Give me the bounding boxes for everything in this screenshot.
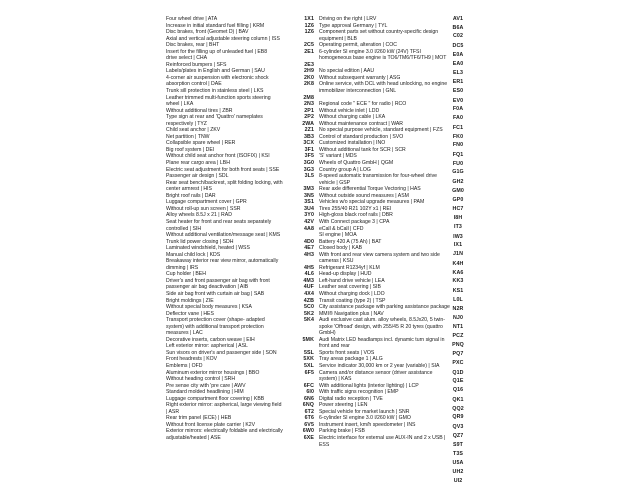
list-item: Cup holder | BEH (166, 271, 206, 278)
option-code: EV0 (452, 97, 464, 104)
option-code: 3L5 (304, 173, 314, 180)
option-code: PXC (452, 359, 464, 366)
option-description: Regional code " ECE " for radio | RCO (319, 101, 407, 108)
option-code: 2M8 (303, 94, 314, 101)
option-code: N2R (452, 305, 464, 312)
option-description: Component parts set without country-specific design equipment | BLB (319, 29, 439, 42)
option-code: FC1 (452, 124, 464, 131)
option-code: FK0 (452, 133, 464, 140)
option-code: L0L (453, 296, 463, 303)
option-code: IT3 (454, 223, 462, 230)
option-code: IX1 (453, 242, 463, 249)
option-code: Q1D (452, 369, 464, 376)
option-code: 2H9 (303, 68, 314, 75)
option-description: Rear axle differential Torque Vectoring | HAS (319, 186, 421, 193)
option-code: 3F1 (304, 146, 314, 153)
option-code: 3Y0 (304, 212, 314, 219)
option-description: Type approval Germany | TYL (319, 22, 388, 29)
list-item: Luggage compartment floor covering | KBB (166, 395, 265, 402)
option-code: 4D0 (303, 238, 314, 245)
list-item (300, 432, 472, 448)
option-code: 3CX (303, 140, 314, 147)
option-code: K4H (452, 260, 464, 267)
list-item: Rear seat bench/backrest, split folding locking, with center armrest | HIS (166, 179, 283, 193)
option-code: 3U4 (303, 205, 314, 212)
option-code: QK1 (452, 396, 464, 403)
option-description: Audi exclusive cast alum. alloy wheels, 8.5Jx20, 5 twin-spoke 'Offroad' design, with 255/45 R 20 tyres (quattro GmbH) (319, 317, 446, 337)
list-item: Without special body measures | KSA (166, 304, 252, 311)
option-code: PQ7 (452, 351, 464, 358)
option-code: 1X1 (304, 16, 314, 22)
option-description: Without charging cable | LKA (319, 114, 386, 121)
option-description: Control of standard production | SVO (319, 133, 404, 140)
option-description: 8-speed automatic transmission for four-wheel drive vehicle | GSP (319, 173, 438, 186)
option-code: 6V5 (304, 421, 314, 428)
list-item: Disc brakes, rear | BHT (166, 42, 220, 49)
list-item: Disc brakes, front (Geomet D) | BAV (166, 29, 249, 36)
option-code: G1G (452, 169, 464, 176)
option-description: 6-cylinder SI engine 3.0 l/260 kW (24V) TFSI homogeneous base engine is TO6/TM6/TF6/TH9 | MOT (319, 48, 447, 62)
option-code: 6N6 (303, 395, 314, 402)
option-code: 4ZB (303, 297, 314, 304)
option-code: 3M3 (303, 186, 314, 193)
list-item: Laminated windshield, heated | WSS (166, 245, 250, 252)
option-description: Electric interface for external use AUX-IN and 2 x USB | ESS (319, 435, 446, 448)
option-code: 5MK (302, 336, 314, 343)
option-code: GM0 (452, 187, 464, 194)
list-item: Driver's and front passenger air bag with front passenger air bag deactivation | AIB (166, 277, 270, 291)
list-item (300, 337, 472, 350)
option-code: HC7 (452, 206, 464, 213)
option-code: C02 (452, 33, 464, 40)
option-code: Q16 (452, 387, 464, 394)
list-item: Without heading control | SRH (166, 376, 236, 383)
option-description: With additional lights (interior lighting) | LCP (319, 382, 419, 389)
list-item: 4-corner air suspension with electronic shock absorption control | DAE (166, 74, 269, 88)
option-description: Digital radio reception | TVE (319, 395, 383, 402)
option-description: Left-hand drive vehicle | LEA (319, 277, 385, 284)
option-code: 5XK (303, 356, 314, 363)
list-item: Manual child lock | KDS (166, 251, 221, 258)
option-code: ES0 (452, 87, 464, 94)
option-code: 4X4 (304, 290, 314, 297)
list-item: Rear trim panel (ECE) | HEB (166, 415, 232, 422)
option-code: 6T6 (304, 415, 314, 422)
list-item: Right exterior mirror: aspherical, large viewing field | ASR (166, 402, 282, 415)
option-code: 5XL (303, 362, 314, 369)
list-item: Electric seat adjustment for both front seats | SSE (166, 166, 280, 173)
option-code: GH2 (452, 179, 464, 186)
option-code: 3N5 (303, 192, 314, 199)
list-item: Net partition | TNW (166, 133, 210, 140)
option-code: I8H (453, 215, 463, 222)
list-item: Increase in initial standard fuel filling | KRM (166, 22, 265, 29)
option-description: Driving on the right | LRV (319, 16, 377, 22)
list-item: Insert for the filling up of unleaded fuel | EB8 (166, 48, 268, 55)
list-item: Seat heater for front and rear seats separately controlled | SIH (166, 218, 272, 232)
option-code: 4M3 (303, 277, 314, 284)
option-code: GP0 (452, 196, 464, 203)
option-code: AV1 (452, 16, 464, 22)
list-item: Child seat anchor | ZKV (166, 127, 221, 134)
option-code: FA0 (452, 115, 463, 122)
option-code: T3S (452, 451, 463, 458)
option-code: QZ7 (452, 432, 464, 439)
option-code: DC5 (452, 43, 464, 50)
option-description: Refrigerant R1234yf | KLM (319, 264, 380, 271)
option-code: 6FC (303, 382, 314, 389)
option-description: Instrument insert, km/h speedometer | INS (319, 421, 416, 428)
option-description: SI engine | MOA (319, 232, 357, 239)
option-code: 1Z6 (304, 22, 314, 29)
list-item: Emblems | OFD (166, 362, 203, 369)
list-item: Bright roof rails | DAR (166, 192, 216, 199)
option-code: 3G0 (303, 160, 314, 167)
option-description: Without maintenance contract | WAR (319, 120, 403, 127)
option-description: Sports front seats | VOS (319, 349, 375, 356)
option-code: 2C5 (303, 42, 314, 49)
option-description: Operating permit, alteration | COC (319, 42, 397, 49)
option-description: Head-up display | HUD (319, 271, 372, 278)
option-description: With front and rear view camera system and two side cameras | KSU (319, 251, 440, 265)
list-item: Without additional ventilation/message seat | KMS (166, 232, 281, 239)
option-code: Q1E (452, 378, 464, 385)
option-code: 1Z6 (304, 29, 314, 36)
option-code: 6T2 (304, 408, 314, 415)
list-item: drive select | CHA (166, 55, 208, 62)
option-description: Without outside sound measures | ASM (319, 192, 409, 199)
option-code: 4A8 (303, 225, 314, 232)
list-item (300, 29, 472, 42)
option-code: E0A (452, 51, 464, 58)
option-code: 5K4 (303, 317, 314, 324)
list-item: Collapsible spare wheel | RER (166, 140, 236, 147)
option-description: Tray areas package 1 | ALG (319, 356, 383, 363)
list-item: Left exterior mirror: aspherical | ASL (166, 343, 248, 350)
list-item (300, 49, 472, 62)
option-description: Without vehicle inlet | LDD (319, 107, 380, 114)
list-item: Breakaway interior rear view mirror, automatically dimming | IRS (166, 258, 279, 271)
option-description: With traffic signs recognition | EMP (319, 389, 399, 396)
option-description: Without charging dock | LDO (319, 290, 385, 297)
option-code: 2P2 (304, 114, 314, 121)
option-description: No special purpose vehicle, standard equipment | FZS (319, 127, 443, 134)
option-code: 6XE (303, 435, 314, 441)
option-code: EA0 (452, 60, 464, 67)
option-description: Audi Matrix LED headlamps incl. dynamic turn signal in front and rear (319, 336, 445, 350)
list-item: Plane rear cargo area | LBH (166, 160, 230, 167)
option-code: UH2 (452, 468, 464, 475)
list-item: Axial and vertical adjustable steering column | ISS (166, 35, 280, 42)
column-c (448, 16, 474, 487)
list-item (300, 81, 472, 94)
column-a (166, 16, 310, 442)
list-item: Leather trimmed multi-function sports steering wheel | LKA (166, 94, 271, 108)
option-description: 'S' variant | MDS (319, 153, 357, 160)
option-description: City assistance package with parking assistance package (319, 304, 450, 311)
option-description: No special edition | AAU (319, 68, 375, 75)
option-description: Tires 255/40 R21 102Y x1 | REI (319, 205, 392, 212)
option-code: 3F5 (304, 153, 314, 160)
option-code: 4UF (303, 284, 314, 291)
option-code: F0A (452, 106, 464, 113)
option-description: With Connect package 3 | CPA (319, 218, 390, 225)
option-code: KS1 (452, 288, 464, 295)
option-code: PCZ (452, 332, 464, 339)
option-code: KA6 (452, 269, 464, 276)
option-code: 4H3 (303, 251, 314, 258)
list-item: Trunk sill protection in stainless steel | LKS (166, 88, 264, 95)
option-code: QQ2 (452, 405, 464, 412)
option-code: 3S1 (304, 199, 314, 206)
list-item: Side air bag front with curtain air bag | SAB (166, 290, 265, 297)
option-description: Parking brake | FSB (319, 428, 365, 435)
list-item (300, 252, 472, 265)
option-code: NJ0 (452, 315, 464, 322)
option-code: 2P1 (304, 107, 314, 114)
option-description: Country group A | LOG (319, 166, 371, 173)
option-code: 4E7 (304, 245, 314, 252)
option-code: S9T (452, 441, 463, 448)
option-code: 6I0 (306, 389, 314, 396)
option-code: 3B3 (303, 133, 314, 140)
list-item: Exterior mirrors: electrically foldable and electrically adjustable/heated | ASE (166, 428, 283, 441)
option-description: MMI® Navigation plus | NAV (319, 310, 384, 317)
option-code: 5SL (303, 349, 314, 356)
option-code: J1N (452, 251, 464, 258)
option-code: 2N3 (303, 101, 314, 108)
option-code: QV3 (452, 424, 464, 431)
list-item: Without roll-up sun screen | SSR (166, 205, 241, 212)
option-code: 6F5 (304, 369, 314, 376)
option-code: 4L6 (304, 271, 314, 278)
list-item: Without child seat anchor front (ISOFIX) | KSI (166, 153, 270, 160)
option-description: Leather seat covering | SIB (319, 284, 381, 291)
list-item: Aluminum exterior mirror housings | BBO (166, 369, 260, 376)
option-code: IW3 (453, 233, 463, 240)
list-item: Without additional tires | ZBR (166, 107, 233, 114)
option-code: PNQ (452, 342, 464, 349)
option-code: FQ1 (452, 152, 464, 159)
option-code: ER1 (452, 79, 464, 86)
list-item: Passenger air design | SDL (166, 173, 229, 180)
option-description: eCall & bCall | CFD (319, 225, 364, 232)
option-code: 2Z1 (304, 127, 314, 134)
option-description: Service indicator 30,000 km or 2 year (variable) | SIA (319, 362, 440, 369)
option-code: 6NQ (302, 402, 314, 409)
list-item: Without front license plate carrier | K2V (166, 421, 256, 428)
option-code: 5C0 (303, 304, 314, 311)
option-code: KK3 (452, 278, 464, 285)
option-description: Wheels of Quattro GmbH | QGM (319, 160, 394, 167)
list-item: Big roof system | DEI (166, 146, 215, 153)
option-code: 2WA (302, 120, 314, 127)
option-description: Transit coating (type 2) | TSP (319, 297, 386, 304)
option-description: Battery 420 A (75 Ah) | BAT (319, 238, 382, 245)
list-item (300, 370, 472, 383)
list-item: Labels/plates in English and German | SAU (166, 68, 265, 75)
option-description: Camera and/or distance sensor (driver assistance system) | KAS (319, 369, 433, 383)
option-code: 2E1 (304, 48, 314, 55)
option-description: Without subsequent warranty | ASG (319, 74, 401, 81)
option-description: Vehicles w/o special upgrade measures | PAM (319, 199, 425, 206)
list-item: Trunk lid power closing | SDH (166, 238, 234, 245)
option-description: 6-cylinder SI engine 3.0 l/260 kW | GMO (319, 415, 411, 422)
option-code: QR9 (452, 414, 464, 421)
option-description: Customized installation | INO (319, 140, 386, 147)
list-item: Front headrests | KOV (166, 356, 218, 363)
option-code: 2K8 (303, 81, 314, 88)
list-item: Standard molded headlining | HIM (166, 389, 244, 396)
list-item: Type sign at rear and 'Quattro' nameplates respectively | TYZ (166, 114, 263, 127)
option-code: FU0 (452, 160, 464, 167)
option-code: EL3 (452, 70, 463, 77)
list-item: Transport protection cover (shape- adapted system) with additional transport protection measures | LAC (166, 317, 265, 337)
option-code: 2E3 (304, 61, 314, 68)
option-code: 5K2 (303, 310, 314, 317)
option-code: FN0 (452, 142, 464, 149)
list-item: Four wheel drive | ATA (166, 16, 218, 22)
option-code: 42V (304, 218, 314, 225)
list-item: Deflector vane | HES (166, 310, 214, 317)
option-description: Online service, with DCL with head unlocking, no engine immobilizer interconnection | GNL (319, 81, 448, 95)
list-item: Pre sense city with 'pre care | AWV (166, 382, 246, 389)
list-item: Bright moldings | ZIE (166, 297, 214, 304)
option-code: U5A (452, 459, 464, 466)
list-item: Sun visors on driver's and passenger side | SON (166, 349, 277, 356)
list-item (300, 317, 472, 337)
option-description: Without additional tank for SCR | SCR (319, 146, 406, 153)
option-code: UI2 (453, 478, 463, 485)
option-code: 4H5 (303, 264, 314, 271)
option-code: 6W0 (302, 428, 314, 435)
list-item: Luggage compartment cover | GPR (166, 199, 247, 206)
list-item: Decorative inserts, carbon weave | EIH (166, 336, 255, 343)
option-code: NT1 (452, 323, 464, 330)
option-description: Special vehicle for market launch | SNR (319, 408, 410, 415)
option-description: High-gloss black roof rails | DBR (319, 212, 393, 219)
column-b (300, 16, 472, 448)
option-description: Closed body | KAB (319, 245, 363, 252)
option-code: B6A (452, 24, 464, 31)
list-item: Reinforced bumpers | SFS (166, 61, 227, 68)
list-item: Alloy wheels 8.5J x 21 | RAD (166, 212, 232, 219)
list-item (300, 173, 472, 186)
option-description: Power steering | LEN (319, 402, 368, 409)
option-code: 2K0 (303, 74, 314, 81)
option-code: 3G3 (303, 166, 314, 173)
